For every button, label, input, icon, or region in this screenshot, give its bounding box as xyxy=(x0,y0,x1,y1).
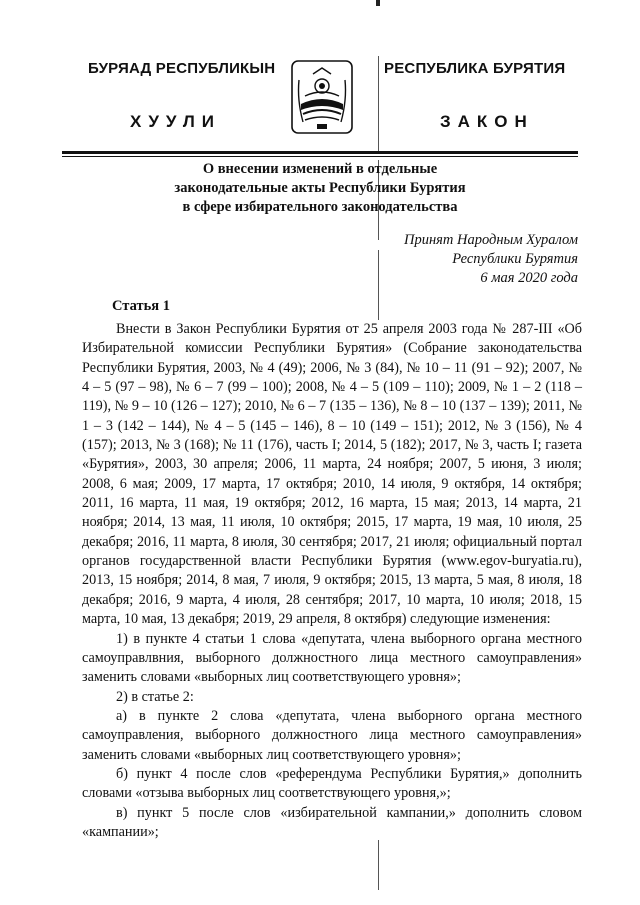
paragraph: в) пункт 5 после слов «избирательной кампании,» дополнить словом «кампании»; xyxy=(82,804,582,840)
header-right-subtitle: ЗАКОН xyxy=(440,112,534,131)
scan-artifact-line xyxy=(378,840,379,890)
article-heading: Статья 1 xyxy=(112,298,170,314)
article-body xyxy=(82,320,582,842)
header-left-title: БУРЯАД РЕСПУБЛИКЫН xyxy=(88,60,276,77)
law-title xyxy=(60,160,580,217)
paragraph: а) в пункте 2 слова «депутата, члена выборного органа местного самоуправления, выборного должностного лица местного самоуправления» заменить словами «выборных лиц соответствующего уровня»; xyxy=(82,707,582,763)
header-right-title: РЕСПУБЛИКА БУРЯТИЯ xyxy=(384,60,566,77)
adoption-line: Республики Бурятия xyxy=(452,251,578,267)
paragraph: Внести в Закон Республики Бурятия от 25 апреля 2003 года № 287-III «Об Избирательной комиссии Республики Бурятия» (Собрание законодательства Республики Бурятия, 2003, № 4 (49); 2006, № 3 (84), № 10 – 11 (91 – 92); 2007, № 4 – 5 (97 – 98), № 6 – 7 (99 – 100); 2008, № 4 – 5 (109 – 110); 2009, № 1 – 2 (118 – 119), № 9 – 10 (126 – 127); 2010, № 6 – 7 (135 – 136), № 8 – 10 (137 – 139); 2011, № 1 – 3 (142 – 144), № 4 – 5 (145 – 146), 8 – 10 (149 – 151); 2012, № 3 (156), № 4 (157); 2013, № 3 (168); № 11 (176), часть I; 2014, 5 (182); 2017, № 3, часть I; газета «Бурятия», 2003, 30 апреля; 2006, 11 марта, 24 ноября; 2007, 5 июня, 3 июля; 2008, 6 мая; 2009, 17 марта, 17 октября; 2010, 14 июля, 9 октября, 14 октября; 2011, 16 марта, 11 мая, 19 октября; 2012, 16 марта, 15 мая; 2013, 14 марта, 21 ноября; 2014, 13 мая, 11 июля, 10 октября; 2015, 17 марта, 19 мая, 10 июля, 25 декабря; 2016, 11 марта, 8 июля, 30 сентября; 2017, 21 июля; официальный портал органов государственной власти Республики Бурятия (www.egov-buryatia.ru), 2013, 15 ноября; 2014, 8 мая, 7 июля, 9 октября; 2015, 13 марта, 5 мая, 8 июля, 18 декабря; 2016, 9 марта, 4 июля, 28 сентября; 2017, 10 марта, 10 июля; 2018, 15 марта, 10 мая, 13 декабря; 2019, 29 апреля, 8 октября) следующие изменения: xyxy=(82,321,582,628)
law-title-line: О внесении изменений в отдельные xyxy=(202,161,438,177)
scan-artifact-line xyxy=(378,56,379,152)
paragraph: б) пункт 4 после слов «референдума Республики Бурятия,» дополнить словами «отзыва выборных лиц соответствующего уровня,»; xyxy=(82,765,582,802)
adoption-line: Принят Народным Хуралом xyxy=(403,232,578,248)
adoption-note xyxy=(330,231,578,288)
header-divider xyxy=(62,151,578,154)
paragraph: 2) в статье 2: xyxy=(116,688,194,705)
paragraph: 1) в пункте 4 статьи 1 слова «депутата, члена выборного органа местного самоуправлвния, выборного должностного лица местного самоуправления» заменить словами «выборных лиц соответствующего уровня»; xyxy=(82,630,582,686)
header-left-subtitle: ХУУЛИ xyxy=(130,112,221,131)
adoption-date: 6 мая 2020 года xyxy=(480,270,578,286)
header-divider-thin xyxy=(62,156,578,157)
law-title-line: законодательные акты Республики Бурятия xyxy=(174,180,466,196)
law-title-line: в сфере избирательного законодательства xyxy=(182,199,458,215)
coat-of-arms-emblem-icon xyxy=(291,60,353,134)
scan-mark xyxy=(376,0,380,6)
